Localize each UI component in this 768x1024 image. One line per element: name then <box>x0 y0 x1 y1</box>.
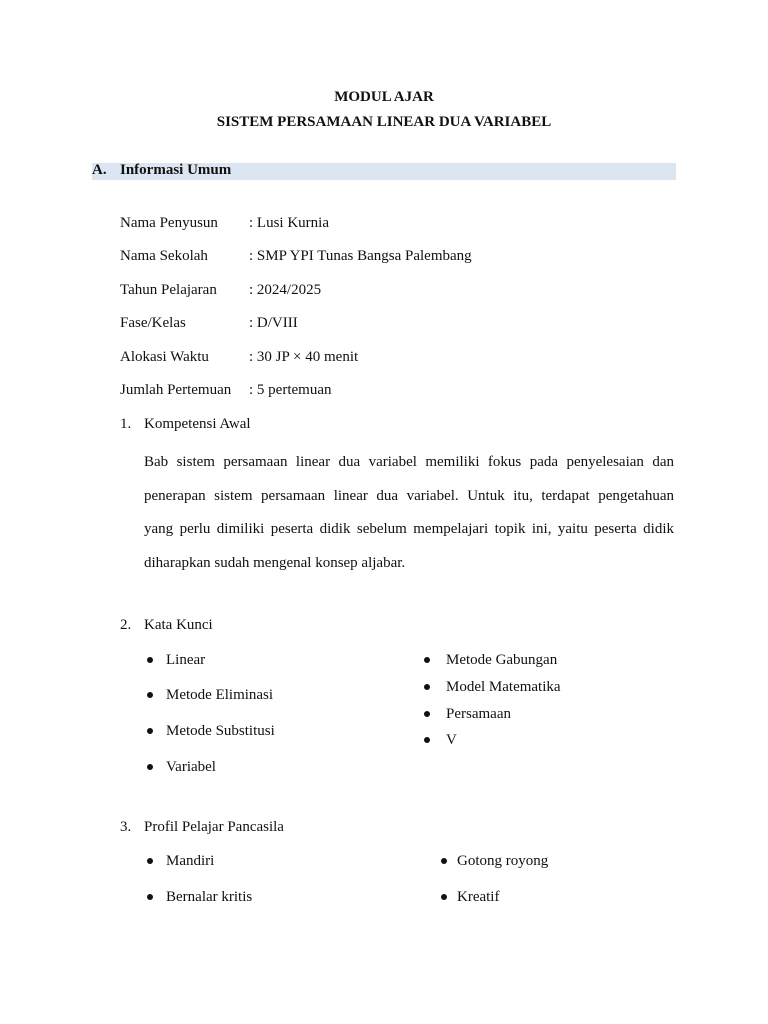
section-title: Informasi Umum <box>120 162 232 178</box>
keyword-item: Variabel <box>166 759 216 775</box>
paragraph-line: diharapkan sudah mengenal konsep aljabar. <box>144 554 406 571</box>
keyword-item: Metode Eliminasi <box>166 687 274 703</box>
info-label-alokasi: Alokasi Waktu <box>120 349 209 365</box>
document-title: MODUL AJAR <box>334 89 434 105</box>
paragraph-line: Bab sistem persamaan linear dua variabel memiliki fokus pada penyelesaian dan <box>144 454 674 470</box>
kompetensi-heading: Kompetensi Awal <box>144 416 251 432</box>
kompetensi-number: 1. <box>120 416 132 432</box>
paragraph-line: yang perlu dimiliki peserta didik sebelum mempelajari topik ini, yaitu peserta didik <box>144 521 674 537</box>
info-value-sekolah: : SMP YPI Tunas Bangsa Palembang <box>249 248 472 264</box>
keyword-item: Linear <box>166 652 206 668</box>
bullet-icon <box>147 692 153 698</box>
bullet-icon <box>147 858 153 864</box>
info-value-penyusun: : Lusi Kurnia <box>249 215 329 231</box>
section-letter: A. <box>92 162 107 178</box>
profil-heading: Profil Pelajar Pancasila <box>144 819 284 835</box>
bullet-icon <box>147 894 153 900</box>
kata-kunci-number: 2. <box>120 617 132 633</box>
bullet-icon <box>441 858 447 864</box>
info-value-tahun: : 2024/2025 <box>249 282 322 298</box>
bullet-icon <box>424 711 430 717</box>
bullet-icon <box>147 728 153 734</box>
bullet-icon <box>424 737 430 743</box>
document-subtitle: SISTEM PERSAMAAN LINEAR DUA VARIABEL <box>216 114 552 130</box>
info-label-tahun: Tahun Pelajaran <box>120 282 217 298</box>
kata-kunci-heading: Kata Kunci <box>144 617 213 633</box>
info-value-alokasi: : 30 JP × 40 menit <box>249 349 359 365</box>
info-value-fase: : D/VIII <box>249 315 298 331</box>
paragraph-line: penerapan sistem persamaan linear dua variabel. Untuk itu, terdapat pengetahuan <box>144 487 674 504</box>
profil-number: 3. <box>120 819 132 835</box>
keyword-item: Metode Gabungan <box>446 652 558 668</box>
keyword-item: Metode Substitusi <box>166 723 275 739</box>
profil-item: Mandiri <box>166 853 215 869</box>
bullet-icon <box>424 684 430 690</box>
profil-item: Gotong royong <box>457 853 549 869</box>
info-label-penyusun: Nama Penyusun <box>120 215 218 231</box>
keyword-item: Model Matematika <box>446 679 561 695</box>
keyword-item: Persamaan <box>446 706 511 722</box>
info-value-pertemuan: : 5 pertemuan <box>249 382 332 398</box>
kompetensi-paragraph <box>144 446 674 580</box>
profil-item: Kreatif <box>457 889 500 905</box>
bullet-icon <box>441 894 447 900</box>
info-label-sekolah: Nama Sekolah <box>120 248 208 264</box>
info-label-fase: Fase/Kelas <box>120 315 186 331</box>
section-heading-bar <box>92 163 676 180</box>
bullet-icon <box>147 657 153 663</box>
keyword-item: V <box>446 732 457 748</box>
bullet-icon <box>147 764 153 770</box>
profil-item: Bernalar kritis <box>166 889 253 905</box>
info-label-pertemuan: Jumlah Pertemuan <box>120 382 232 398</box>
bullet-icon <box>424 657 430 663</box>
